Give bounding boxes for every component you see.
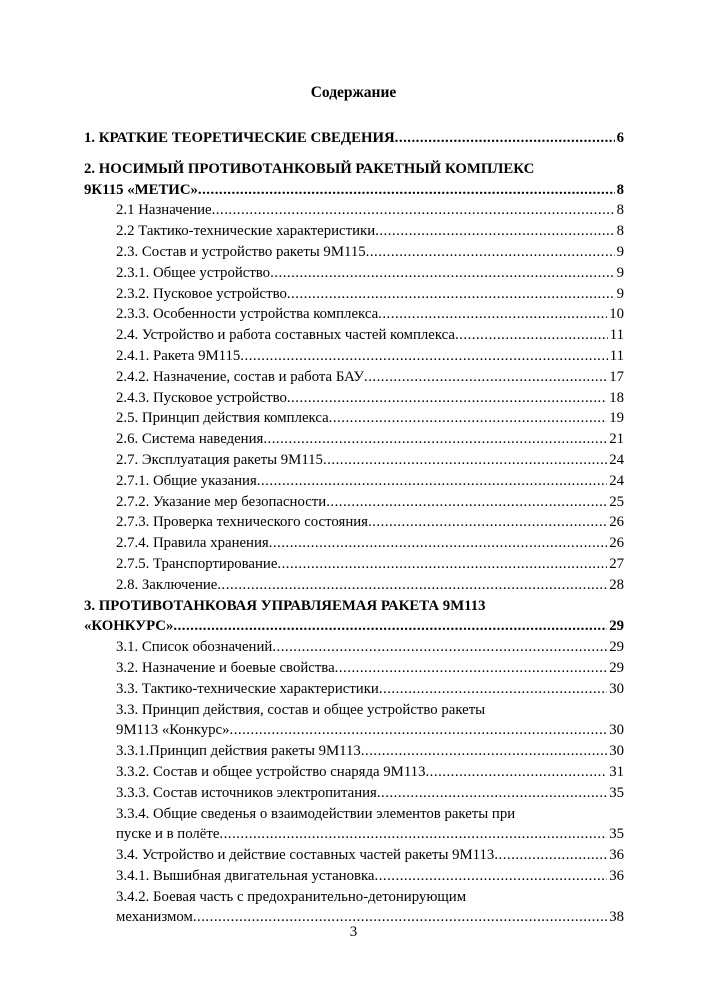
toc-entry-title: 3.3.3. Состав источников электропитания [116,784,377,801]
toc-entry [84,679,624,700]
toc-entry [84,325,624,346]
toc-leader-dots [375,221,614,242]
toc-entry-page: 26 [609,514,624,531]
toc-leader-dots [361,741,607,762]
toc-entry-title: 3.3. Принцип действия, состав и общее устройство ракеты [116,701,486,718]
toc-entry [84,492,624,513]
toc-entry [84,304,624,325]
toc-entry-page: 9 [616,264,624,281]
toc-entry [84,346,624,367]
toc-leader-dots [272,637,607,658]
toc-entry-page: 38 [609,909,624,926]
toc-leader-dots [269,533,608,554]
toc-entry-title: 3.2. Назначение и боевые свойства [116,659,335,676]
toc-leader-dots [425,762,607,783]
toc-entry-title: 2.7.2. Указание мер безопасности [116,493,327,510]
toc-entry-title: 9М113 «Конкурс» [116,722,230,739]
toc-entry-page: 28 [609,576,624,593]
toc-entry [84,471,624,492]
toc-entry [84,762,624,783]
toc-entry [84,596,624,617]
toc-entry-page: 36 [609,847,624,864]
toc-entry-page: 9 [616,243,624,260]
toc-leader-dots [173,616,607,637]
toc-entry-title: 1. КРАТКИЕ ТЕОРЕТИЧЕСКИЕ СВЕДЕНИЯ [84,130,395,146]
section-gap [84,149,624,159]
toc-entry [84,388,624,409]
toc-entry-page: 18 [609,389,624,406]
toc-leader-dots [329,408,608,429]
toc-entry-page: 10 [609,306,624,323]
toc-leader-dots [323,450,607,471]
toc-entry-page: 29 [609,618,624,635]
toc-entry-title: 2.6. Система наведения [116,431,264,448]
toc-entry-title: 2.7. Эксплуатация ракеты 9М115 [116,451,323,468]
toc-entry-page: 24 [609,472,624,489]
toc-entry-title: «КОНКУРС» [84,618,174,635]
toc-entry [84,200,624,221]
toc-entry-page: 11 [609,347,624,364]
toc-entry-title: 2.3. Состав и устройство ракеты 9М115 [116,243,366,260]
toc-leader-dots [379,679,607,700]
toc-entry [84,408,624,429]
toc-entry-title: 3.3.1.Принцип действия ракеты 9М113 [116,743,361,760]
toc-entry-page: 8 [616,181,624,198]
toc-entry [84,242,624,263]
table-of-contents [84,128,624,928]
toc-entry-page: 17 [609,368,624,385]
toc-entry-page: 30 [609,722,624,739]
toc-leader-dots [375,866,608,887]
toc-entry-title: 3.3.2. Состав и общее устройство снаряда 9М113 [116,763,426,780]
toc-leader-dots [217,575,607,596]
toc-entry-page: 24 [609,451,624,468]
toc-entry-page: 35 [609,784,624,801]
toc-entry [84,284,624,305]
toc-entry-page: 31 [609,763,624,780]
toc-entry [84,575,624,596]
toc-leader-dots [326,492,607,513]
toc-entry-title: 2.4.3. Пусковое устройство [116,389,287,406]
toc-entry [84,804,624,825]
toc-entry-title: 2. НОСИМЫЙ ПРОТИВОТАНКОВЫЙ РАКЕТНЫЙ КОМПЛЕКС [84,160,535,177]
toc-entry-title: 3.1. Список обозначений [116,639,273,656]
toc-entry [84,263,624,284]
toc-entry-page: 19 [609,410,624,427]
toc-entry-title: 2.5. Принцип действия комплекса [116,410,329,427]
toc-entry [84,658,624,679]
toc-entry-page: 11 [609,327,624,344]
toc-entry-title: 2.3.2. Пусковое устройство [116,285,287,302]
toc-leader-dots [287,284,615,305]
toc-entry [84,533,624,554]
toc-entry-title: 2.2 Тактико-технические характеристики [116,223,376,240]
toc-entry [84,637,624,658]
toc-leader-dots [198,180,615,201]
page-number: 3 [349,924,358,940]
toc-entry-title: 3.4. Устройство и действие составных частей ракеты 9М113 [116,847,495,864]
toc-entry-page: 30 [609,743,624,760]
toc-entry [84,700,624,721]
toc-leader-dots [368,512,607,533]
toc-leader-dots [395,128,615,149]
toc-title: Содержание [310,84,397,101]
toc-entry-title: 2.1 Назначение [116,202,212,219]
toc-entry-title: 3. ПРОТИВОТАНКОВАЯ УПРАВЛЯЕМАЯ РАКЕТА 9М113 [84,597,486,614]
toc-leader-dots [240,346,607,367]
toc-entry [84,367,624,388]
toc-entry [84,887,624,908]
toc-leader-dots [455,325,608,346]
toc-entry-title: механизмом [116,909,193,926]
toc-entry [84,616,624,637]
toc-entry-title: 9К115 «МЕТИС» [84,181,198,198]
toc-entry-title: 2.4.1. Ракета 9М115 [116,347,241,364]
toc-entry-title: 3.3.4. Общие сведенья о взаимодействии элементов ракеты при [116,805,516,822]
toc-entry-title: 3.4.2. Боевая часть с предохранительно-детонирующим [116,888,467,905]
toc-entry-title: пуске и в полёте [116,826,220,843]
toc-entry [84,128,624,149]
toc-entry-title: 2.7.4. Правила хранения [116,535,269,552]
toc-leader-dots [277,554,607,575]
toc-leader-dots [364,367,607,388]
toc-entry-title: 2.7.3. Проверка технического состояния [116,514,368,531]
toc-leader-dots [494,845,607,866]
toc-entry-title: 2.4. Устройство и работа составных частей комплекса [116,327,455,344]
toc-entry [84,180,624,201]
toc-leader-dots [263,429,607,450]
toc-leader-dots [378,304,607,325]
toc-entry [84,159,624,180]
toc-entry-page: 27 [609,555,624,572]
toc-leader-dots [366,242,615,263]
toc-leader-dots [287,388,607,409]
toc-entry [84,450,624,471]
toc-entry-title: 2.3.1. Общее устройство [116,264,271,281]
toc-entry-page: 25 [609,493,624,510]
toc-entry-page: 35 [609,826,624,843]
toc-leader-dots [377,783,607,804]
toc-entry-title: 2.3.3. Особенности устройства комплекса [116,306,379,323]
toc-entry-title: 3.4.1. Вышибная двигательная установка [116,867,375,884]
toc-leader-dots [219,824,607,845]
toc-leader-dots [257,471,607,492]
toc-entry-title: 2.7.5. Транспортирование [116,555,278,572]
toc-leader-dots [230,720,608,741]
toc-entry-page: 36 [609,867,624,884]
toc-leader-dots [270,263,615,284]
toc-leader-dots [212,200,615,221]
toc-entry-title: 2.8. Заключение [116,576,218,593]
toc-entry [84,741,624,762]
toc-entry [84,845,624,866]
toc-entry-page: 9 [616,285,624,302]
toc-entry [84,824,624,845]
toc-entry [84,554,624,575]
toc-entry-title: 3.3. Тактико-технические характеристики [116,680,379,697]
toc-entry-page: 29 [609,659,624,676]
toc-entry [84,783,624,804]
toc-entry-page: 8 [616,223,624,240]
toc-entry-page: 26 [609,535,624,552]
toc-entry-page: 8 [616,202,624,219]
toc-entry [84,512,624,533]
toc-entry-title: 2.4.2. Назначение, состав и работа БАУ [116,368,364,385]
toc-entry [84,221,624,242]
toc-entry-page: 21 [609,431,624,448]
toc-entry [84,429,624,450]
toc-leader-dots [335,658,608,679]
toc-entry [84,720,624,741]
toc-entry-title: 2.7.1. Общие указания [116,472,257,489]
toc-entry [84,866,624,887]
toc-entry-page: 6 [616,130,624,146]
toc-entry-page: 29 [609,639,624,656]
toc-entry-page: 30 [609,680,624,697]
